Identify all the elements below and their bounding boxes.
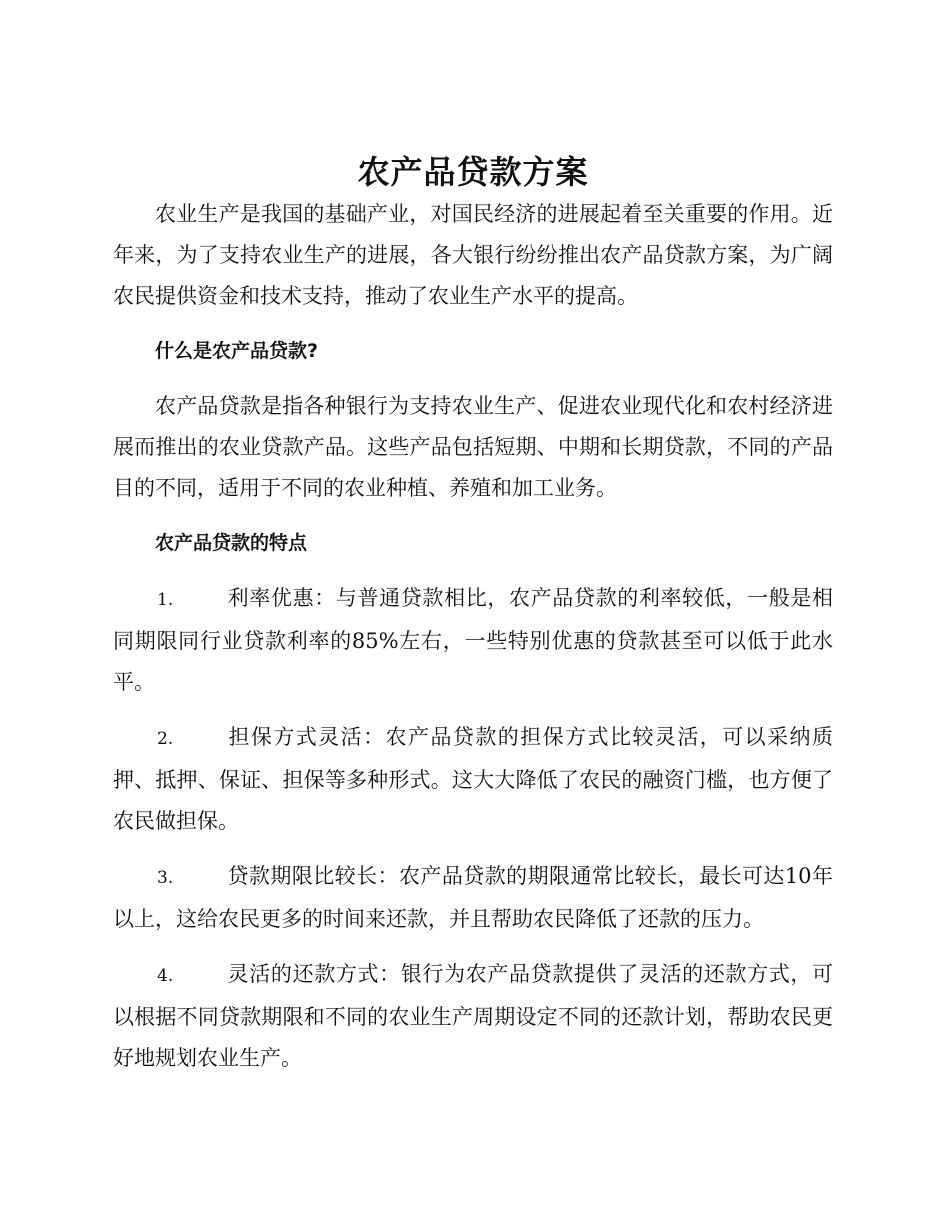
list-number: 4. [157,966,174,986]
list-text: 担保方式灵活：农产品贷款的担保方式比较灵活，可以采纳质押、抵押、保证、担保等多种形式。这大大降低了农民的融资门槛，也方便了农民做担保。 [113,725,833,833]
feature-item-3 [113,856,833,940]
feature-item-1 [113,578,833,703]
feature-item-2 [113,717,833,842]
list-number: 1. [157,590,174,610]
list-text: 利率优惠：与普通贷款相比，农产品贷款的利率较低，一般是相同期限同行业贷款利率的85%左右，一些特别优惠的贷款甚至可以低于此水平。 [113,586,833,694]
document-title: 农产品贷款方案 [357,153,589,191]
list-text: 贷款期限比较长：农产品贷款的期限通常比较长，最长可达10年以上，这给农民更多的时间来还款，并且帮助农民降低了还款的压力。 [113,864,833,931]
spacer [113,703,833,717]
spacer [113,317,833,331]
spacer [113,564,833,578]
section-heading-what-is: 什么是农产品贷款? [155,340,319,362]
list-number: 2. [157,729,174,749]
spacer [113,509,833,523]
list-number: 3. [157,868,174,888]
definition-paragraph: 农产品贷款是指各种银行为支持农业生产、促进农业现代化和农村经济进展而推出的农业贷款产品。这些产品包括短期、中期和长期贷款，不同的产品目的不同，适用于不同的农业种植、养殖和加工业务。 [113,394,833,500]
intro-paragraph: 农业生产是我国的基础产业，对国民经济的进展起着至关重要的作用。近年来，为了支持农业生产的进展，各大银行纷纷推出农产品贷款方案，为广阔农民提供资金和技术支持，推动了农业生产水平的提高。 [113,202,833,308]
feature-item-4 [113,954,833,1079]
document-body [113,150,833,1079]
list-text: 灵活的还款方式：银行为农产品贷款提供了灵活的还款方式，可以根据不同贷款期限和不同的农业生产周期设定不同的还款计划，帮助农民更好地规划农业生产。 [113,962,833,1070]
section-heading-features: 农产品贷款的特点 [155,532,308,554]
spacer [113,372,833,386]
spacer [113,842,833,856]
spacer [113,940,833,954]
